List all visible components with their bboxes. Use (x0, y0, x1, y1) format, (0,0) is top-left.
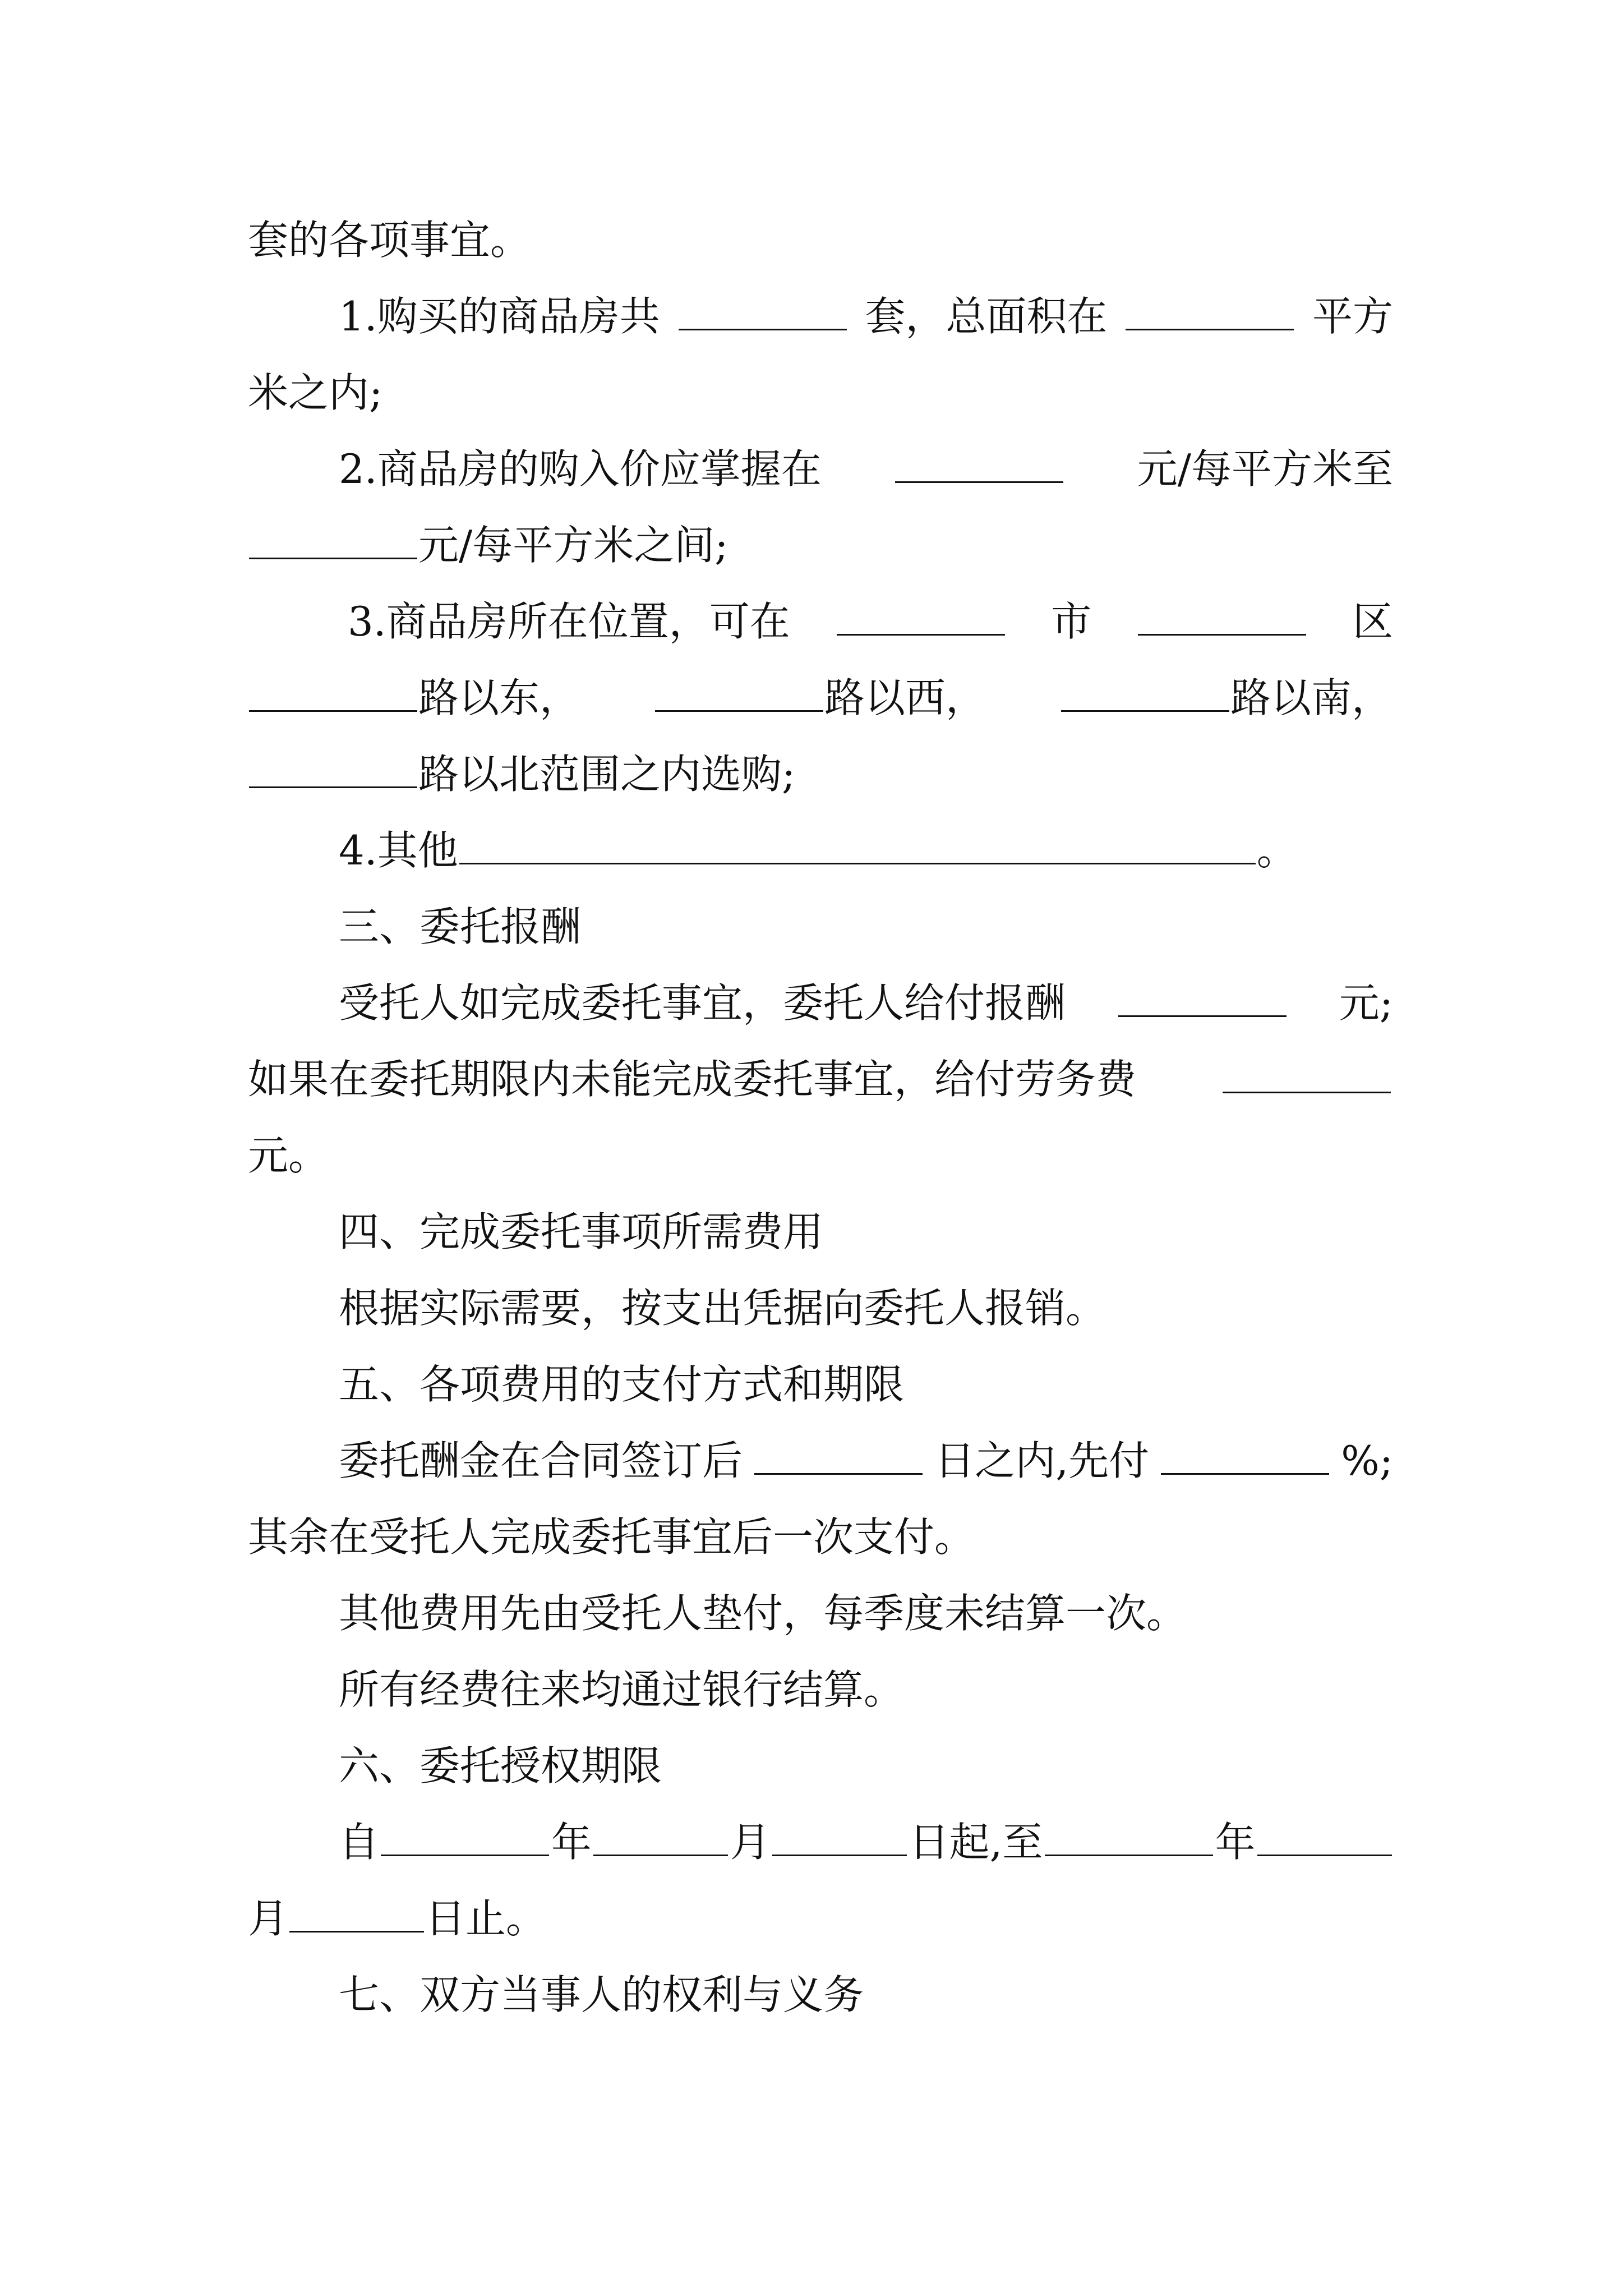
fill-blank-labor-fee[interactable] (1223, 1052, 1391, 1093)
text-line (248, 353, 1392, 432)
fill-blank-start-day[interactable] (772, 1815, 907, 1856)
fill-blank-price-min[interactable] (895, 442, 1063, 483)
section-heading (339, 1955, 1393, 2034)
item-4-line (339, 811, 1393, 890)
text-line (248, 735, 1392, 813)
fill-blank-district[interactable] (1138, 595, 1306, 636)
heading-text: 七、双方当事人的权利与义务 (339, 1971, 864, 2018)
text-line (248, 201, 1392, 279)
item-text: 路以西， (824, 674, 986, 721)
fill-blank-price-max[interactable] (249, 518, 417, 559)
item-text: 4.其他 (339, 827, 458, 874)
fill-blank-end-day[interactable] (289, 1892, 424, 1932)
paragraph-text: 如果在委托期限内未能完成委托事宜，给付劳务费 (248, 1056, 1137, 1103)
heading-text: 六、委托授权期限 (339, 1742, 662, 1789)
fill-blank-road-north[interactable] (249, 747, 417, 788)
fill-blank-road-west[interactable] (655, 671, 823, 712)
item-text: 3.商品房所在位置，可在 (348, 598, 790, 645)
fill-blank-end-month[interactable] (1257, 1815, 1392, 1856)
item-text: 市 (1051, 598, 1092, 645)
paragraph-text: 委托酬金在合同签订后 (339, 1437, 743, 1484)
paragraph-text: 其他费用先由受托人垫付，每季度未结算一次。 (339, 1590, 1187, 1637)
fill-blank-start-year[interactable] (381, 1815, 549, 1856)
fill-blank-other[interactable] (459, 823, 1256, 864)
text-line (339, 1803, 1393, 1881)
fill-blank-road-east[interactable] (249, 671, 417, 712)
fill-blank-end-year[interactable] (1045, 1815, 1213, 1856)
text-line (248, 659, 1392, 737)
text-line (248, 1498, 1392, 1576)
section-heading (339, 1727, 1393, 1805)
item-text: 路以南， (1230, 674, 1392, 721)
fill-blank-reward[interactable] (1118, 976, 1287, 1017)
paragraph-text: 月 (248, 1895, 289, 1942)
paragraph-text: 受托人如完成委托事宜，委托人给付报酬 (339, 979, 1066, 1027)
heading-text: 四、完成委托事项所需费用 (339, 1208, 824, 1255)
paragraph-text: 自 (339, 1819, 380, 1866)
text-line (339, 964, 1393, 1042)
text-line (248, 1040, 1392, 1119)
fill-blank-count[interactable] (679, 289, 847, 330)
item-text: 元/每平方米至 (1137, 445, 1393, 493)
fill-blank-days[interactable] (754, 1434, 923, 1475)
paragraph-text: %; (1341, 1437, 1393, 1484)
item-text: 1.购买的商品房共 (339, 293, 660, 340)
paragraph-text: 日起,至 (909, 1819, 1043, 1866)
item-text: 平方 (1312, 293, 1393, 340)
fill-blank-road-south[interactable] (1061, 671, 1229, 712)
paragraph-text: 年 (1215, 1819, 1256, 1866)
fill-blank-percent[interactable] (1161, 1434, 1329, 1475)
paragraph-text: 年 (551, 1819, 592, 1866)
item-text: 2.商品房的购入价应掌握在 (339, 445, 822, 493)
item-text: 套，总面积在 (865, 293, 1108, 340)
heading-text: 三、委托报酬 (339, 903, 582, 950)
paragraph-text: 日之内,先付 (934, 1437, 1150, 1484)
paragraph-text: 套的各项事宜。 (248, 217, 531, 264)
paragraph-text: 根据实际需要，按支出凭据向委托人报销。 (339, 1285, 1106, 1332)
heading-text: 五、各项费用的支付方式和期限 (339, 1361, 905, 1408)
item-text: 区 (1352, 598, 1393, 645)
item-text: 。 (1256, 827, 1297, 874)
paragraph-text: 日止。 (425, 1895, 547, 1942)
item-2-line (339, 430, 1393, 508)
text-line (339, 1269, 1393, 1347)
section-heading (339, 887, 1393, 966)
fill-blank-area[interactable] (1126, 289, 1294, 330)
fill-blank-city[interactable] (837, 595, 1005, 636)
paragraph-text: 元; (1339, 979, 1393, 1027)
text-line (248, 1116, 1392, 1195)
text-line (339, 1421, 1393, 1500)
item-1-line (339, 277, 1393, 356)
text-line (248, 1879, 1392, 1958)
paragraph-text: 所有经费往来均通过银行结算。 (339, 1666, 905, 1713)
item-text: 元/每平方米之间; (418, 522, 728, 569)
paragraph-text: 其余在受托人完成委托事宜后一次支付。 (248, 1513, 975, 1561)
section-heading (339, 1193, 1393, 1271)
item-text: 路以东， (418, 674, 580, 721)
fill-blank-start-month[interactable] (593, 1815, 728, 1856)
paragraph-text: 元。 (248, 1132, 329, 1179)
section-heading (339, 1345, 1393, 1424)
text-line (339, 1574, 1393, 1653)
paragraph-text: 月 (730, 1819, 771, 1866)
text-line (339, 1650, 1393, 1729)
text-line (248, 506, 1392, 585)
paragraph-text: 米之内; (248, 369, 383, 416)
item-3-line (348, 582, 1393, 661)
item-text: 路以北范围之内选购; (418, 751, 796, 798)
